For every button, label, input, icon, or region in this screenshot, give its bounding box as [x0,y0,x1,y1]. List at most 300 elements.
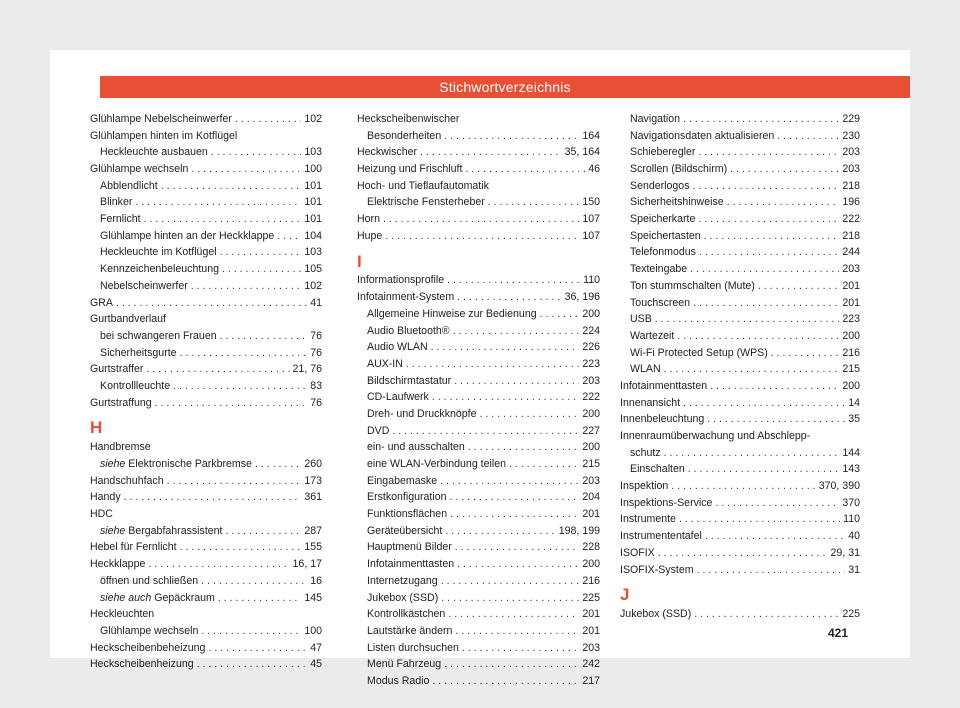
index-term-text: GRA [90,296,113,309]
index-term-text: Instrumente [620,513,676,526]
page-reference: 110 [843,513,860,526]
index-term [367,556,454,573]
index-term [620,545,655,562]
index-term-text: Blinker [100,196,133,209]
index-term [630,161,727,178]
page-reference: 144 [842,446,860,459]
index-subentry [620,128,860,145]
index-term [620,495,712,512]
index-subentry [620,328,860,345]
index-term-text: ISOFIX [620,546,655,559]
dot-leader [777,128,839,145]
index-subentry [90,261,322,278]
index-term [357,228,382,245]
index-term-text: Heizung und Frischluft [357,163,463,176]
page-reference: 76 [310,396,322,409]
dot-leader [683,111,839,128]
index-term: Glühlampen hinten im Kotflügel [90,129,238,142]
dot-leader [664,361,840,378]
page-reference: 107 [582,229,600,242]
dot-leader [406,356,579,373]
page-reference: 100 [304,163,322,176]
index-term-text: Abblendlicht [100,179,158,192]
page-reference: 83 [310,379,322,392]
index-subentry [90,573,322,590]
index-term [90,640,205,657]
index-term-text: Elektrische Fensterheber [367,196,485,209]
index-term-text: Gurtstraffer [90,363,144,376]
cross-reference-label: siehe auch [100,591,152,604]
index-term-text: eine WLAN-Verbindung teilen [367,458,506,471]
page-reference: 222 [842,213,860,226]
index-subentry [357,194,600,211]
index-term: Heckleuchten [90,608,155,621]
index-term [90,395,152,412]
index-term-text: Ton stummschalten (Mute) [630,279,755,292]
page-reference: 218 [842,229,860,242]
page-reference: 224 [582,324,600,337]
index-term-text: USB [630,313,652,326]
index-term-text: Glühlampe hinten an der Heckklappe [100,229,275,242]
section-header [100,76,910,98]
index-subentry [90,590,322,607]
index-term [630,461,685,478]
index-term [357,144,417,161]
index-subentry [90,194,322,211]
index-subentry [90,178,322,195]
dot-leader [693,295,839,312]
index-term-text: Heckleuchte ausbauen [100,146,208,159]
index-subentry [90,328,322,345]
page-reference: 200 [582,441,600,454]
page-reference: 35, 164 [564,146,600,159]
index-subentry [357,606,600,623]
page-reference: 40 [848,530,860,543]
index-entry [90,295,322,312]
dot-leader [655,311,840,328]
index-term [620,606,691,623]
dot-leader [540,306,580,323]
page-reference: 370 [842,496,860,509]
index-term-text: Handschuhfach [90,474,164,487]
page-reference: 21, 76 [292,363,322,376]
index-term [367,423,389,440]
dot-leader [431,339,580,356]
index-term [367,673,429,690]
index-term-text: Wi-Fi Protected Setup (WPS) [630,346,768,359]
index-term [367,623,452,640]
index-term [367,128,441,145]
dot-leader [255,456,301,473]
dot-leader [167,473,302,490]
page-reference: 204 [582,491,600,504]
page-reference: 41 [310,296,322,309]
index-subentry [357,373,600,390]
dot-leader [180,345,308,362]
index-term [630,144,695,161]
dot-leader [715,495,839,512]
page-reference: 201 [582,608,600,621]
index-term-text: Infotainmenttasten [620,379,708,392]
index-entry [620,478,860,495]
index-subentry [357,556,600,573]
index-term [367,306,537,323]
index-term [367,389,429,406]
dot-leader [694,606,839,623]
index-term [100,278,188,295]
index-term-text: Heckklappe [90,558,146,571]
index-column-1 [90,111,322,673]
dot-leader [465,161,585,178]
index-term-text: Erstkonfiguration [367,491,447,504]
page-reference: 225 [582,591,600,604]
dot-leader [454,373,579,390]
index-term: Handbremse [90,441,151,454]
index-term-text: Handy [90,491,121,504]
index-term-text: Dreh- und Druckknöpfe [367,407,477,420]
index-term-text: Lautstärke ändern [367,624,453,637]
dot-leader [707,411,845,428]
dot-leader [173,378,307,395]
dot-leader [698,144,839,161]
index-subentry [357,323,600,340]
index-entry [620,395,860,412]
index-term-text: Eingabemaske [367,474,438,487]
index-term-text: Menü Fahrzeug [367,658,442,671]
index-subentry [620,228,860,245]
index-term-text: Listen durchsuchen [367,641,459,654]
page-reference: 203 [582,474,600,487]
index-subentry [90,278,322,295]
index-term-text: Navigationsdaten aktualisieren [630,129,775,142]
index-subentry [357,656,600,673]
index-entry [357,144,600,161]
index-entry [90,556,322,573]
index-subentry [620,144,860,161]
index-term-text: WLAN [630,363,661,376]
index-subentry [620,361,860,378]
page-reference: 46 [588,163,600,176]
index-term-text: Bergabfahrassistent [128,524,223,537]
page-reference: 150 [582,196,600,209]
index-subentry [357,489,600,506]
index-subentry [620,295,860,312]
dot-leader [468,439,580,456]
index-term-text: Senderlogos [630,179,690,192]
page-reference: 35 [848,413,860,426]
index-term [367,573,438,590]
dot-leader [457,289,561,306]
page-reference: 228 [582,541,600,554]
index-subentry [357,473,600,490]
page-reference: 107 [582,213,600,226]
dot-leader [201,623,301,640]
index-term [100,261,219,278]
page-reference: 102 [304,112,322,125]
index-subentry [357,439,600,456]
index-term [620,562,694,579]
index-term [367,506,447,523]
index-subentry [357,423,600,440]
index-term-text: Telefonmodus [630,246,696,259]
index-term [100,328,217,345]
index-term [100,144,208,161]
index-term-text: Audio WLAN [367,341,428,354]
index-entry [620,562,860,579]
dot-leader [441,590,579,607]
index-entry [90,489,322,506]
index-subentry [620,261,860,278]
index-subentry [620,111,860,128]
index-term [630,178,690,195]
index-term [100,245,217,262]
index-entry [90,161,322,178]
dot-leader [392,423,579,440]
index-subentry [90,523,322,540]
index-subentry [90,456,322,473]
page-reference: 145 [304,591,322,604]
index-term-text: bei schwangeren Frauen [100,329,217,342]
dot-leader [455,540,580,557]
index-term-text: Heckscheibenheizung [90,658,194,671]
page-reference: 227 [582,424,600,437]
index-term-text: AUX-IN [367,357,403,370]
index-term-text: Speicherkarte [630,213,696,226]
dot-leader [218,590,301,607]
index-term [90,556,145,573]
index-term [620,528,702,545]
index-subentry [90,623,322,640]
index-entry [620,528,860,545]
index-entry [620,606,860,623]
index-term-text: Nebelscheinwerfer [100,279,188,292]
index-term [367,523,442,540]
index-term-text: Kontrollleuchte [100,379,171,392]
dot-leader [455,623,579,640]
index-subentry [357,523,600,540]
index-entry [90,361,322,378]
dot-leader [658,545,828,562]
page-reference: 287 [304,524,322,537]
dot-leader [450,489,580,506]
index-term [367,473,437,490]
dot-leader [727,194,840,211]
page-reference: 229 [842,112,860,125]
dot-leader [710,378,839,395]
index-term [630,328,674,345]
index-term [90,656,194,673]
page-reference: 200 [842,329,860,342]
index-term [620,395,680,412]
index-subentry [357,506,600,523]
index-entry [90,656,322,673]
index-term: Gurtbandverlauf [90,313,166,326]
page-reference: 45 [310,658,322,671]
index-page [50,50,910,687]
dot-leader [135,194,301,211]
index-column-3 [620,111,860,623]
index-term [100,456,252,473]
index-term [90,111,232,128]
page-reference: 201 [842,296,860,309]
dot-leader [444,656,579,673]
index-entry [620,411,860,428]
page-reference: 242 [582,658,600,671]
index-term-text: Sicherheitshinweise [630,196,724,209]
page-reference: 103 [304,246,322,259]
page-reference: 155 [304,541,322,554]
index-term-text: Geräteübersicht [367,524,443,537]
index-term [90,473,164,490]
dot-leader [222,261,301,278]
index-term [367,406,477,423]
index-entry [90,640,322,657]
index-subentry [357,623,600,640]
index-term-text: Gepäckraum [154,591,215,604]
page-reference: 223 [582,357,600,370]
dot-leader [448,606,579,623]
dot-leader [671,478,815,495]
index-term-text: Elektronische Parkbremse [128,458,252,471]
dot-leader [704,228,840,245]
index-subentry [90,144,322,161]
index-term [100,345,177,362]
index-subentry [620,345,860,362]
index-term [367,656,441,673]
dot-leader [453,323,580,340]
page-reference: 31 [848,563,860,576]
index-subentry [357,673,600,690]
index-subentry [357,590,600,607]
index-subentry [620,161,860,178]
index-term-text: Gurtstraffung [90,396,152,409]
index-term [630,278,755,295]
index-subentry [90,245,322,262]
index-term [90,361,143,378]
index-term-text: Glühlampe Nebelscheinwerfer [90,112,232,125]
index-subentry [357,128,600,145]
dot-leader [208,640,307,657]
index-term [367,323,450,340]
index-term-text: Glühlampe wechseln [100,624,199,637]
page-reference: 201 [842,279,860,292]
index-term-text: DVD [367,424,390,437]
index-term: HDC [90,508,113,521]
dot-leader [277,228,301,245]
index-subentry [90,378,322,395]
index-term [630,295,690,312]
index-term-text: Sicherheitsgurte [100,346,177,359]
index-term [630,228,701,245]
page-reference: 173 [304,474,322,487]
dot-leader [445,523,555,540]
index-term-text: Bildschirmtastatur [367,374,452,387]
page-reference: 102 [304,279,322,292]
index-term [367,456,506,473]
index-term-text: Hebel für Fernlicht [90,541,177,554]
index-subentry [357,540,600,557]
page-reference: 36, 196 [564,291,600,304]
dot-leader [420,144,562,161]
index-subentry [357,456,600,473]
index-term-text: Kontrollkästchen [367,608,446,621]
page-reference: 76 [310,329,322,342]
index-term [620,411,704,428]
index-term [630,245,696,262]
index-entry [620,512,860,529]
dot-leader [148,556,289,573]
index-term-text: Fernlicht [100,213,141,226]
index-term-text: Allgemeine Hinweise zur Bedienung [367,307,537,320]
page-reference: 101 [304,196,322,209]
index-term-text: Heckwischer [357,146,418,159]
index-term [90,295,113,312]
index-subentry [620,278,860,295]
dot-leader [220,328,308,345]
cross-reference-label: siehe [100,524,126,537]
page-reference: 216 [842,346,860,359]
index-term-text: öffnen und schließen [100,574,199,587]
page-reference: 203 [582,374,600,387]
index-term [630,311,652,328]
dot-leader [235,111,301,128]
page-reference: 370, 390 [818,480,860,493]
dot-leader [440,473,579,490]
index-term [357,161,462,178]
index-term [367,439,465,456]
dot-leader [462,640,579,657]
dot-leader [457,556,579,573]
index-term [630,345,768,362]
dot-leader [385,228,579,245]
dot-leader [383,211,579,228]
dot-leader [226,523,302,540]
index-term [367,540,452,557]
index-term-text: Navigation [630,112,681,125]
dot-leader [693,178,840,195]
index-term [357,289,454,306]
page-reference: 361 [304,491,322,504]
index-entry [357,289,600,306]
dot-leader [191,278,302,295]
page-reference: 200 [582,407,600,420]
index-term-text: Jukebox (SSD) [367,591,439,604]
index-subentry [90,345,322,362]
index-term [630,261,687,278]
index-letter-heading: I [357,251,362,271]
page-reference: 203 [842,146,860,159]
page-reference: 200 [842,379,860,392]
index-term-text: CD-Laufwerk [367,391,429,404]
page-reference: 203 [842,163,860,176]
index-term-text: Hauptmenü Bilder [367,541,452,554]
dot-leader [201,573,307,590]
index-term [100,228,274,245]
index-term [620,378,707,395]
index-subentry [357,573,600,590]
index-term [367,356,403,373]
index-entry [357,161,600,178]
section-title: Stichwortverzeichnis [439,79,571,95]
index-term-text: Kennzeichenbeleuchtung [100,263,219,276]
dot-leader [664,445,840,462]
dot-leader [730,161,839,178]
index-entry [357,211,600,228]
index-term-text: Wartezeit [630,329,675,342]
page-reference: 215 [582,458,600,471]
index-term [367,640,459,657]
index-term-text: Einschalten [630,463,685,476]
